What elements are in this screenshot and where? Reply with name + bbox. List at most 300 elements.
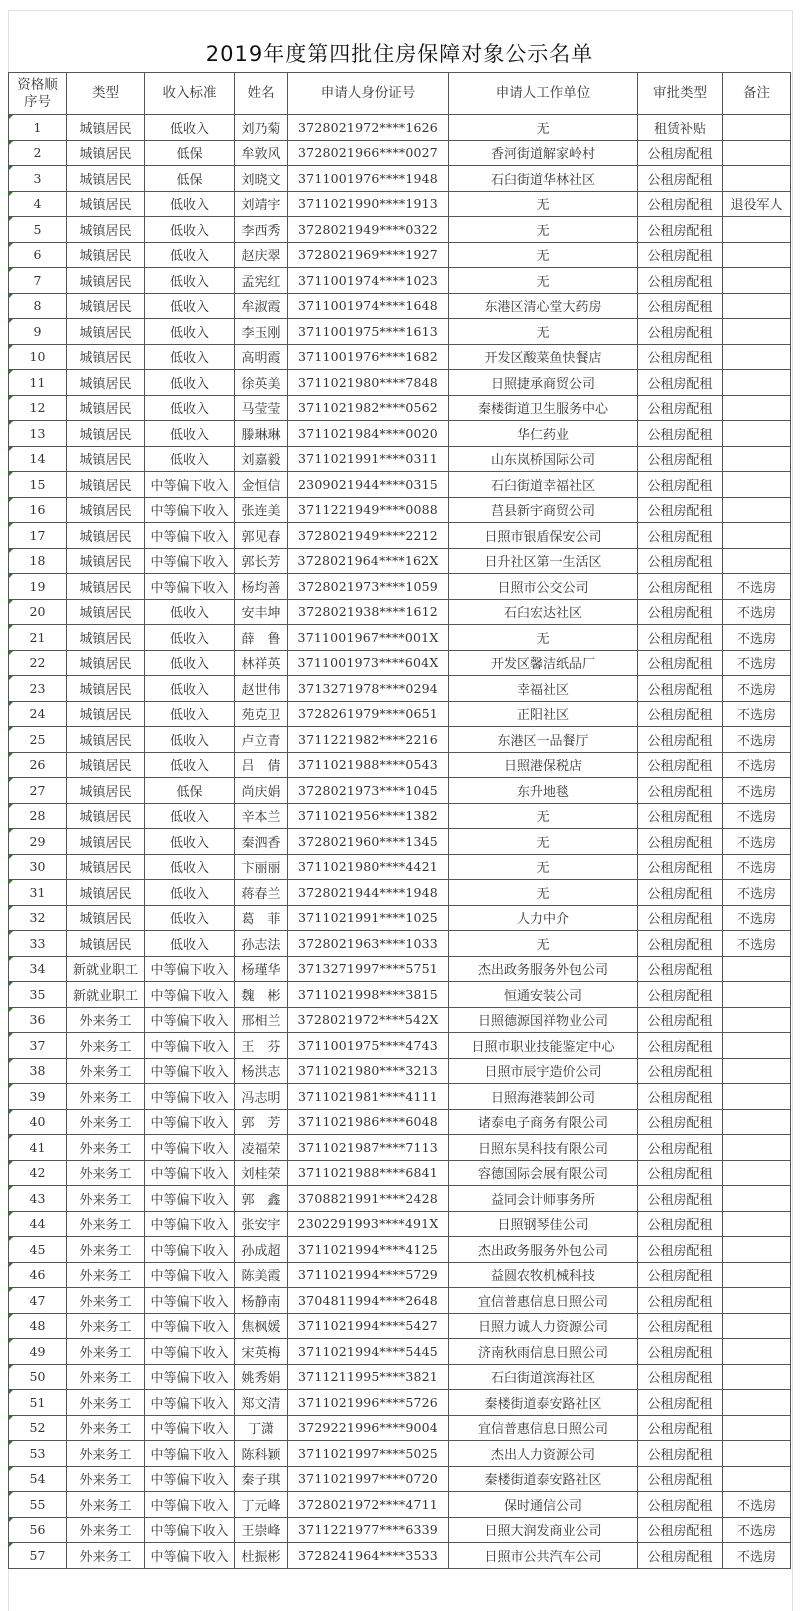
- cell-workplace: 东升地毯: [449, 778, 638, 804]
- table-row: [9, 344, 791, 370]
- cell-remarks: 不选房: [723, 1543, 791, 1569]
- cell-seq: 29: [9, 829, 67, 855]
- cell-approval-type: 公租房配租: [638, 1390, 723, 1416]
- cell-income: 低收入: [145, 421, 235, 447]
- cell-type: 新就业职工: [67, 982, 145, 1008]
- cell-id-number: 3711001976****1948: [288, 166, 449, 192]
- cell-id-number: 3711021980****4421: [288, 854, 449, 880]
- cell-approval-type: 公租房配租: [638, 1084, 723, 1110]
- cell-income: 中等偏下收入: [145, 1339, 235, 1365]
- cell-type: 外来务工: [67, 1160, 145, 1186]
- cell-approval-type: 公租房配租: [638, 293, 723, 319]
- cell-type: 城镇居民: [67, 931, 145, 957]
- cell-seq: 6: [9, 242, 67, 268]
- cell-name: 刘乃菊: [235, 115, 288, 141]
- cell-workplace: 无: [449, 268, 638, 294]
- table-row: [9, 115, 791, 141]
- cell-income: 低保: [145, 778, 235, 804]
- cell-approval-type: 公租房配租: [638, 395, 723, 421]
- cell-income: 低收入: [145, 905, 235, 931]
- cell-name: 蒋春兰: [235, 880, 288, 906]
- cell-seq: 17: [9, 523, 67, 549]
- cell-id-number: 3711001967****001X: [288, 625, 449, 651]
- cell-remarks: [723, 523, 791, 549]
- cell-approval-type: 公租房配租: [638, 268, 723, 294]
- cell-seq: 18: [9, 548, 67, 574]
- cell-remarks: [723, 1135, 791, 1161]
- cell-workplace: 无: [449, 829, 638, 855]
- cell-income: 中等偏下收入: [145, 1160, 235, 1186]
- cell-remarks: 不选房: [723, 905, 791, 931]
- cell-workplace: 无: [449, 931, 638, 957]
- cell-approval-type: 公租房配租: [638, 1339, 723, 1365]
- table-row: [9, 956, 791, 982]
- cell-name: 孙志法: [235, 931, 288, 957]
- cell-approval-type: 公租房配租: [638, 344, 723, 370]
- cell-name: 杨均善: [235, 574, 288, 600]
- cell-seq: 52: [9, 1415, 67, 1441]
- cell-income: 低收入: [145, 829, 235, 855]
- cell-name: 牟敦风: [235, 140, 288, 166]
- cell-income: 低收入: [145, 115, 235, 141]
- cell-id-number: 3711021988****6841: [288, 1160, 449, 1186]
- cell-seq: 2: [9, 140, 67, 166]
- table-row: [9, 1109, 791, 1135]
- cell-id-number: 3711021980****3213: [288, 1058, 449, 1084]
- cell-name: 滕琳琳: [235, 421, 288, 447]
- cell-income: 中等偏下收入: [145, 1466, 235, 1492]
- cell-id-number: 3711001974****1648: [288, 293, 449, 319]
- cell-workplace: 无: [449, 191, 638, 217]
- cell-id-number: 3704811994****2648: [288, 1288, 449, 1314]
- cell-remarks: 不选房: [723, 880, 791, 906]
- cell-income: 低收入: [145, 344, 235, 370]
- cell-income: 中等偏下收入: [145, 1109, 235, 1135]
- cell-approval-type: 公租房配租: [638, 1441, 723, 1467]
- cell-type: 外来务工: [67, 1135, 145, 1161]
- table-row: [9, 1211, 791, 1237]
- cell-id-number: 3711021998****3815: [288, 982, 449, 1008]
- cell-name: 葛 菲: [235, 905, 288, 931]
- cell-type: 城镇居民: [67, 242, 145, 268]
- cell-id-number: 3729221996****9004: [288, 1415, 449, 1441]
- cell-id-number: 3711001973****604X: [288, 650, 449, 676]
- cell-seq: 8: [9, 293, 67, 319]
- cell-remarks: 不选房: [723, 803, 791, 829]
- cell-type: 城镇居民: [67, 676, 145, 702]
- cell-id-number: 3711021986****6048: [288, 1109, 449, 1135]
- cell-income: 中等偏下收入: [145, 1058, 235, 1084]
- table-row: [9, 421, 791, 447]
- cell-income: 中等偏下收入: [145, 1313, 235, 1339]
- cell-seq: 48: [9, 1313, 67, 1339]
- cell-seq: 46: [9, 1262, 67, 1288]
- cell-type: 外来务工: [67, 1084, 145, 1110]
- table-row: [9, 319, 791, 345]
- cell-approval-type: 公租房配租: [638, 242, 723, 268]
- cell-approval-type: 公租房配租: [638, 1211, 723, 1237]
- cell-income: 中等偏下收入: [145, 1492, 235, 1518]
- table-row: [9, 1543, 791, 1569]
- cell-type: 外来务工: [67, 1441, 145, 1467]
- cell-seq: 53: [9, 1441, 67, 1467]
- cell-remarks: 不选房: [723, 574, 791, 600]
- cell-seq: 7: [9, 268, 67, 294]
- cell-name: 林祥英: [235, 650, 288, 676]
- cell-id-number: 3711021980****7848: [288, 370, 449, 396]
- table-row: [9, 1058, 791, 1084]
- cell-workplace: 日照德源国祥物业公司: [449, 1007, 638, 1033]
- cell-workplace: 秦楼街道泰安路社区: [449, 1466, 638, 1492]
- cell-workplace: 容德国际会展有限公司: [449, 1160, 638, 1186]
- cell-income: 低收入: [145, 650, 235, 676]
- cell-approval-type: 公租房配租: [638, 319, 723, 345]
- cell-type: 外来务工: [67, 1466, 145, 1492]
- header-approval-type: 审批类型: [638, 73, 723, 115]
- cell-type: 城镇居民: [67, 421, 145, 447]
- cell-approval-type: 公租房配租: [638, 880, 723, 906]
- cell-income: 低收入: [145, 370, 235, 396]
- cell-id-number: 3711221977****6339: [288, 1517, 449, 1543]
- cell-approval-type: 公租房配租: [638, 523, 723, 549]
- cell-seq: 30: [9, 854, 67, 880]
- cell-name: 郭见春: [235, 523, 288, 549]
- header-id-number: 申请人身份证号: [288, 73, 449, 115]
- cell-approval-type: 公租房配租: [638, 217, 723, 243]
- cell-income: 中等偏下收入: [145, 523, 235, 549]
- cell-name: 杨静南: [235, 1288, 288, 1314]
- table-row: [9, 1415, 791, 1441]
- table-row: [9, 599, 791, 625]
- cell-remarks: [723, 1058, 791, 1084]
- cell-workplace: 无: [449, 242, 638, 268]
- cell-approval-type: 公租房配租: [638, 1135, 723, 1161]
- table-row: [9, 676, 791, 702]
- cell-name: 杨瑾华: [235, 956, 288, 982]
- table-row: [9, 1084, 791, 1110]
- cell-name: 孙成超: [235, 1237, 288, 1263]
- table-row: [9, 548, 791, 574]
- cell-workplace: 济南秋雨信息日照公司: [449, 1339, 638, 1365]
- cell-remarks: [723, 497, 791, 523]
- cell-remarks: [723, 1211, 791, 1237]
- cell-income: 中等偏下收入: [145, 548, 235, 574]
- cell-id-number: 3713271978****0294: [288, 676, 449, 702]
- cell-id-number: 3711001974****1023: [288, 268, 449, 294]
- cell-name: 辛本兰: [235, 803, 288, 829]
- cell-remarks: [723, 1390, 791, 1416]
- cell-remarks: [723, 1033, 791, 1059]
- cell-type: 城镇居民: [67, 701, 145, 727]
- cell-seq: 24: [9, 701, 67, 727]
- cell-workplace: 益同会计师事务所: [449, 1186, 638, 1212]
- cell-id-number: 3711221949****0088: [288, 497, 449, 523]
- cell-seq: 38: [9, 1058, 67, 1084]
- cell-approval-type: 公租房配租: [638, 1313, 723, 1339]
- cell-name: 牟淑霞: [235, 293, 288, 319]
- cell-type: 外来务工: [67, 1313, 145, 1339]
- cell-seq: 54: [9, 1466, 67, 1492]
- cell-approval-type: 公租房配租: [638, 574, 723, 600]
- cell-income: 低收入: [145, 242, 235, 268]
- cell-seq: 19: [9, 574, 67, 600]
- cell-seq: 40: [9, 1109, 67, 1135]
- cell-approval-type: 公租房配租: [638, 752, 723, 778]
- table-row: [9, 268, 791, 294]
- cell-type: 城镇居民: [67, 752, 145, 778]
- cell-seq: 49: [9, 1339, 67, 1365]
- cell-name: 金恒信: [235, 472, 288, 498]
- cell-approval-type: 公租房配租: [638, 1237, 723, 1263]
- table-row: [9, 1466, 791, 1492]
- document-title: 2019年度第四批住房保障对象公示名单: [205, 42, 594, 66]
- cell-name: 马莹莹: [235, 395, 288, 421]
- cell-remarks: [723, 217, 791, 243]
- cell-income: 低收入: [145, 752, 235, 778]
- cell-income: 中等偏下收入: [145, 1237, 235, 1263]
- cell-workplace: 日照大润发商业公司: [449, 1517, 638, 1543]
- cell-remarks: 不选房: [723, 1492, 791, 1518]
- cell-id-number: 3708821991****2428: [288, 1186, 449, 1212]
- cell-seq: 22: [9, 650, 67, 676]
- cell-income: 中等偏下收入: [145, 1084, 235, 1110]
- cell-name: 杜振彬: [235, 1543, 288, 1569]
- table-row: [9, 1517, 791, 1543]
- table-row: [9, 1339, 791, 1365]
- table-row: [9, 1492, 791, 1518]
- cell-workplace: 日照市银盾保安公司: [449, 523, 638, 549]
- cell-workplace: 日照钢琴佳公司: [449, 1211, 638, 1237]
- cell-type: 外来务工: [67, 1237, 145, 1263]
- cell-income: 中等偏下收入: [145, 1543, 235, 1569]
- cell-workplace: 无: [449, 319, 638, 345]
- cell-id-number: 3711021990****1913: [288, 191, 449, 217]
- cell-workplace: 秦楼街道卫生服务中心: [449, 395, 638, 421]
- cell-type: 外来务工: [67, 1517, 145, 1543]
- cell-seq: 13: [9, 421, 67, 447]
- cell-seq: 3: [9, 166, 67, 192]
- cell-remarks: 不选房: [723, 752, 791, 778]
- cell-seq: 9: [9, 319, 67, 345]
- cell-workplace: 日照力诚人力资源公司: [449, 1313, 638, 1339]
- cell-workplace: 宜信普惠信息日照公司: [449, 1288, 638, 1314]
- cell-id-number: 3728021960****1345: [288, 829, 449, 855]
- cell-income: 中等偏下收入: [145, 1288, 235, 1314]
- cell-type: 城镇居民: [67, 370, 145, 396]
- cell-approval-type: 公租房配租: [638, 1415, 723, 1441]
- cell-id-number: 3711021991****1025: [288, 905, 449, 931]
- cell-name: 孟宪红: [235, 268, 288, 294]
- cell-approval-type: 公租房配租: [638, 625, 723, 651]
- cell-type: 外来务工: [67, 1390, 145, 1416]
- cell-seq: 20: [9, 599, 67, 625]
- cell-id-number: 3711021994****4125: [288, 1237, 449, 1263]
- cell-income: 中等偏下收入: [145, 1211, 235, 1237]
- cell-seq: 27: [9, 778, 67, 804]
- cell-income: 中等偏下收入: [145, 1135, 235, 1161]
- cell-id-number: 3711001975****1613: [288, 319, 449, 345]
- cell-workplace: 无: [449, 217, 638, 243]
- cell-workplace: 日照市公共汽车公司: [449, 1543, 638, 1569]
- table-row: [9, 650, 791, 676]
- cell-approval-type: 公租房配租: [638, 446, 723, 472]
- table-row: [9, 1390, 791, 1416]
- cell-id-number: 3728021966****0027: [288, 140, 449, 166]
- cell-seq: 55: [9, 1492, 67, 1518]
- cell-seq: 25: [9, 727, 67, 753]
- cell-name: 张连美: [235, 497, 288, 523]
- cell-type: 外来务工: [67, 1364, 145, 1390]
- cell-name: 刘桂荣: [235, 1160, 288, 1186]
- cell-income: 中等偏下收入: [145, 1517, 235, 1543]
- cell-type: 城镇居民: [67, 395, 145, 421]
- cell-remarks: [723, 268, 791, 294]
- cell-approval-type: 公租房配租: [638, 140, 723, 166]
- cell-type: 城镇居民: [67, 778, 145, 804]
- cell-name: 秦泗香: [235, 829, 288, 855]
- cell-type: 城镇居民: [67, 344, 145, 370]
- cell-name: 李西秀: [235, 217, 288, 243]
- cell-workplace: 日照市公交公司: [449, 574, 638, 600]
- cell-type: 外来务工: [67, 1339, 145, 1365]
- cell-income: 低收入: [145, 217, 235, 243]
- table-row: [9, 1135, 791, 1161]
- cell-approval-type: 公租房配租: [638, 1492, 723, 1518]
- cell-id-number: 3728021973****1059: [288, 574, 449, 600]
- cell-workplace: 无: [449, 115, 638, 141]
- cell-remarks: [723, 421, 791, 447]
- cell-type: 城镇居民: [67, 905, 145, 931]
- table-row: [9, 752, 791, 778]
- cell-seq: 14: [9, 446, 67, 472]
- cell-approval-type: 公租房配租: [638, 472, 723, 498]
- cell-approval-type: 公租房配租: [638, 778, 723, 804]
- cell-workplace: 日照市职业技能鉴定中心: [449, 1033, 638, 1059]
- cell-name: 魏 彬: [235, 982, 288, 1008]
- cell-name: 刘晓文: [235, 166, 288, 192]
- cell-workplace: 杰出政务服务外包公司: [449, 956, 638, 982]
- cell-income: 低收入: [145, 880, 235, 906]
- cell-seq: 36: [9, 1007, 67, 1033]
- cell-approval-type: 公租房配租: [638, 191, 723, 217]
- cell-seq: 12: [9, 395, 67, 421]
- cell-name: 王崇峰: [235, 1517, 288, 1543]
- cell-remarks: [723, 1288, 791, 1314]
- cell-workplace: 无: [449, 625, 638, 651]
- table-row: [9, 1160, 791, 1186]
- cell-id-number: 3711021982****0562: [288, 395, 449, 421]
- cell-income: 低收入: [145, 599, 235, 625]
- cell-approval-type: 公租房配租: [638, 956, 723, 982]
- cell-name: 郑文清: [235, 1390, 288, 1416]
- cell-id-number: 2309021944****0315: [288, 472, 449, 498]
- cell-type: 城镇居民: [67, 599, 145, 625]
- cell-id-number: 3711021994****5729: [288, 1262, 449, 1288]
- cell-seq: 50: [9, 1364, 67, 1390]
- cell-remarks: [723, 446, 791, 472]
- table-row: [9, 446, 791, 472]
- cell-workplace: 益圆农牧机械科技: [449, 1262, 638, 1288]
- cell-approval-type: 公租房配租: [638, 701, 723, 727]
- cell-type: 城镇居民: [67, 115, 145, 141]
- cell-workplace: 无: [449, 803, 638, 829]
- cell-income: 低保: [145, 140, 235, 166]
- cell-income: 低收入: [145, 931, 235, 957]
- cell-type: 外来务工: [67, 1058, 145, 1084]
- table-row: [9, 1237, 791, 1263]
- cell-seq: 44: [9, 1211, 67, 1237]
- cell-remarks: [723, 1160, 791, 1186]
- cell-approval-type: 公租房配租: [638, 854, 723, 880]
- cell-approval-type: 公租房配租: [638, 497, 723, 523]
- cell-income: 低收入: [145, 268, 235, 294]
- cell-income: 低收入: [145, 625, 235, 651]
- cell-workplace: 东港区一品餐厅: [449, 727, 638, 753]
- cell-id-number: 3711021996****5726: [288, 1390, 449, 1416]
- cell-workplace: 莒县新宇商贸公司: [449, 497, 638, 523]
- cell-name: 赵庆翠: [235, 242, 288, 268]
- cell-id-number: 3728021963****1033: [288, 931, 449, 957]
- cell-seq: 57: [9, 1543, 67, 1569]
- cell-id-number: 3711001975****4743: [288, 1033, 449, 1059]
- cell-type: 外来务工: [67, 1007, 145, 1033]
- table-row: [9, 242, 791, 268]
- cell-approval-type: 公租房配租: [638, 166, 723, 192]
- cell-name: 高明霞: [235, 344, 288, 370]
- table-row: [9, 854, 791, 880]
- cell-id-number: 3711021994****5445: [288, 1339, 449, 1365]
- cell-income: 中等偏下收入: [145, 956, 235, 982]
- table-row: [9, 370, 791, 396]
- cell-remarks: 不选房: [723, 931, 791, 957]
- cell-remarks: 不选房: [723, 701, 791, 727]
- cell-id-number: 3728021973****1045: [288, 778, 449, 804]
- cell-id-number: 3728261979****0651: [288, 701, 449, 727]
- cell-approval-type: 公租房配租: [638, 1466, 723, 1492]
- cell-workplace: 恒通安装公司: [449, 982, 638, 1008]
- cell-remarks: [723, 1109, 791, 1135]
- cell-type: 外来务工: [67, 1033, 145, 1059]
- table-row: [9, 497, 791, 523]
- table-row: [9, 140, 791, 166]
- cell-workplace: 石臼街道幸福社区: [449, 472, 638, 498]
- cell-type: 外来务工: [67, 1288, 145, 1314]
- cell-income: 低收入: [145, 676, 235, 702]
- cell-id-number: 3711221982****2216: [288, 727, 449, 753]
- cell-id-number: 3711021994****5427: [288, 1313, 449, 1339]
- cell-seq: 11: [9, 370, 67, 396]
- cell-name: 姚秀娟: [235, 1364, 288, 1390]
- table-row: [9, 1288, 791, 1314]
- cell-workplace: 宜信普惠信息日照公司: [449, 1415, 638, 1441]
- cell-remarks: 不选房: [723, 625, 791, 651]
- cell-approval-type: 公租房配租: [638, 421, 723, 447]
- cell-approval-type: 公租房配租: [638, 1109, 723, 1135]
- cell-income: 低收入: [145, 701, 235, 727]
- table-row: [9, 191, 791, 217]
- cell-approval-type: 公租房配租: [638, 1058, 723, 1084]
- cell-seq: 42: [9, 1160, 67, 1186]
- cell-remarks: 不选房: [723, 676, 791, 702]
- cell-name: 徐英美: [235, 370, 288, 396]
- cell-remarks: [723, 548, 791, 574]
- cell-id-number: 3728021938****1612: [288, 599, 449, 625]
- cell-approval-type: 公租房配租: [638, 1186, 723, 1212]
- cell-approval-type: 公租房配租: [638, 1033, 723, 1059]
- cell-id-number: 3728021949****0322: [288, 217, 449, 243]
- cell-type: 城镇居民: [67, 880, 145, 906]
- cell-remarks: [723, 319, 791, 345]
